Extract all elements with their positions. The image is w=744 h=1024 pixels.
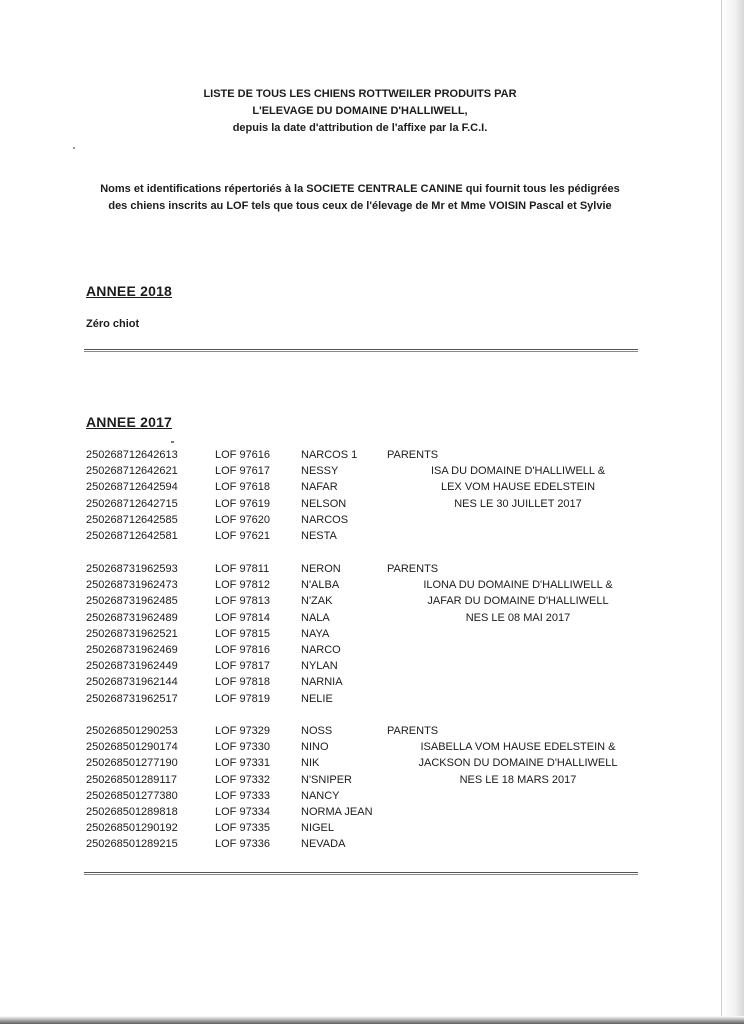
chip-number: 250268731962517 xyxy=(86,692,178,705)
parent-name: JAFAR DU DOMAINE D'HALLIWELL xyxy=(427,595,609,608)
dog-name: NARCOS xyxy=(301,513,349,526)
chip-number: 250268712642594 xyxy=(86,481,178,494)
intro-line: des chiens inscrits au LOF tels que tous ceux de l'élevage de Mr et Mme VOISIN Pascal et Sylvie xyxy=(108,200,612,212)
dog-row xyxy=(0,593,720,609)
lof-number: LOF 97816 xyxy=(215,643,271,656)
dog-row xyxy=(0,610,720,626)
lof-number: LOF 97620 xyxy=(215,513,271,526)
dog-row xyxy=(0,836,720,852)
dog-row xyxy=(0,479,720,495)
litter-block xyxy=(0,723,720,853)
dog-name: N'SNIPER xyxy=(301,773,352,786)
chip-number: 250268501289117 xyxy=(86,773,177,786)
lof-number: LOF 97617 xyxy=(215,465,271,478)
dog-row xyxy=(0,691,720,707)
chip-number: 250268731962469 xyxy=(86,643,178,656)
chip-number: 250268731962485 xyxy=(86,595,178,608)
lof-number: LOF 97616 xyxy=(215,449,271,461)
dog-row xyxy=(0,723,720,739)
chip-number: 250268731962473 xyxy=(86,579,178,592)
document-header xyxy=(0,86,720,137)
page-edge-shadow xyxy=(722,0,744,1024)
lof-number: LOF 97334 xyxy=(215,805,271,818)
parent-name: ISABELLA VOM HAUSE EDELSTEIN & xyxy=(420,741,616,754)
dog-row xyxy=(0,674,720,690)
chip-number: 250268712642715 xyxy=(86,497,178,510)
section-divider xyxy=(84,872,638,875)
dog-row xyxy=(0,804,720,820)
parent-name: LEX VOM HAUSE EDELSTEIN xyxy=(440,481,596,494)
lof-number: LOF 97812 xyxy=(215,579,271,592)
lof-number: LOF 97335 xyxy=(215,822,271,835)
lof-number: LOF 97336 xyxy=(215,838,271,851)
dog-name: NELIE xyxy=(301,692,333,705)
chip-number: 250268731962521 xyxy=(86,627,178,640)
lof-number: LOF 97331 xyxy=(215,757,271,770)
dog-row xyxy=(0,561,720,577)
year-heading-2018: ANNEE 2018 xyxy=(86,283,173,299)
lof-number: LOF 97618 xyxy=(215,481,271,494)
dog-row xyxy=(0,642,720,658)
dog-row xyxy=(0,577,720,593)
dog-name: NINO xyxy=(301,741,329,754)
parents-label: PARENTS xyxy=(387,725,439,737)
dog-name: NESSY xyxy=(301,465,339,478)
dog-row xyxy=(0,658,720,674)
dog-name: NERON xyxy=(301,563,341,575)
lof-number: LOF 97811 xyxy=(215,563,270,575)
chip-number: 250268501277190 xyxy=(86,757,178,770)
chip-number: 250268501290174 xyxy=(86,741,178,754)
birth-date: NES LE 30 JUILLET 2017 xyxy=(454,497,582,510)
dog-name: NOSS xyxy=(301,725,333,737)
dog-row xyxy=(0,512,720,528)
dog-name: NARCOS 1 xyxy=(301,449,358,461)
lof-number: LOF 97813 xyxy=(215,595,271,608)
chip-number: 250268731962449 xyxy=(86,660,178,673)
dog-name: NESTA xyxy=(301,529,337,542)
lof-number: LOF 97819 xyxy=(215,692,271,705)
dog-row xyxy=(0,739,720,755)
intro-line: Noms et identifications répertoriés à la SOCIETE CENTRALE CANINE qui fournit tous les pédigrées xyxy=(100,183,620,195)
dog-name: N'ALBA xyxy=(301,579,340,592)
chip-number: 250268501289215 xyxy=(86,838,178,851)
parents-label: PARENTS xyxy=(387,449,439,461)
chip-number: 250268501289818 xyxy=(86,805,178,818)
lof-number: LOF 97619 xyxy=(215,497,271,510)
litter-block xyxy=(0,561,720,707)
year-heading-2017: ANNEE 2017 xyxy=(86,414,173,430)
scan-speck xyxy=(171,441,174,443)
dog-row xyxy=(0,463,720,479)
chip-number: 250268712642585 xyxy=(86,513,178,526)
dog-row xyxy=(0,772,720,788)
dog-name: NANCY xyxy=(301,789,340,802)
parent-name: JACKSON DU DOMAINE D'HALLIWELL xyxy=(418,757,618,770)
dog-row xyxy=(0,496,720,512)
dog-row xyxy=(0,755,720,771)
lof-number: LOF 97330 xyxy=(215,741,271,754)
birth-date: NES LE 08 MAI 2017 xyxy=(465,611,571,624)
lof-number: LOF 97815 xyxy=(215,627,271,640)
dog-row xyxy=(0,447,720,463)
scan-speck xyxy=(73,147,75,149)
dog-name: NELSON xyxy=(301,497,347,510)
header-line: L'ELEVAGE DU DOMAINE D'HALLIWELL, xyxy=(252,105,468,117)
lof-number: LOF 97329 xyxy=(215,725,271,737)
lof-number: LOF 97818 xyxy=(215,676,271,689)
dog-name: NORMA JEAN xyxy=(301,805,373,818)
chip-number: 250268501277380 xyxy=(86,789,178,802)
dog-name: N'ZAK xyxy=(301,595,333,608)
birth-date: NES LE 18 MARS 2017 xyxy=(459,773,577,786)
chip-number: 250268712642581 xyxy=(86,529,178,542)
chip-number: 250268731962593 xyxy=(86,563,178,575)
dog-name: NEVADA xyxy=(301,838,346,851)
lof-number: LOF 97332 xyxy=(215,773,271,786)
chip-number: 250268712642621 xyxy=(86,465,178,478)
parent-name: ILONA DU DOMAINE D'HALLIWELL & xyxy=(423,579,613,592)
dog-row xyxy=(0,820,720,836)
parent-name: ISA DU DOMAINE D'HALLIWELL & xyxy=(430,465,606,478)
header-line: LISTE DE TOUS LES CHIENS ROTTWEILER PRODUITS PAR xyxy=(203,88,517,100)
dog-name: NALA xyxy=(301,611,330,624)
dog-name: NARCO xyxy=(301,643,341,656)
dog-row xyxy=(0,528,720,544)
lof-number: LOF 97814 xyxy=(215,611,271,624)
year-note-2018: Zéro chiot xyxy=(86,318,140,330)
chip-number: 250268712642613 xyxy=(86,449,178,461)
dog-name: NAFAR xyxy=(301,481,338,494)
chip-number: 250268501290192 xyxy=(86,822,178,835)
litter-block xyxy=(0,447,720,544)
chip-number: 250268501290253 xyxy=(86,725,178,737)
dog-name: NYLAN xyxy=(301,660,338,673)
section-divider xyxy=(84,349,638,352)
lof-number: LOF 97817 xyxy=(215,660,271,673)
lof-number: LOF 97333 xyxy=(215,789,271,802)
page-bottom-edge xyxy=(0,1016,744,1024)
dog-row xyxy=(0,788,720,804)
dog-name: NIGEL xyxy=(301,822,335,835)
dog-name: NARNIA xyxy=(301,676,343,689)
chip-number: 250268731962144 xyxy=(86,676,178,689)
chip-number: 250268731962489 xyxy=(86,611,178,624)
header-line: depuis la date d'attribution de l'affixe par la F.C.I. xyxy=(232,122,488,134)
lof-number: LOF 97621 xyxy=(215,529,271,542)
dog-name: NAYA xyxy=(301,627,330,640)
intro-paragraph xyxy=(0,181,720,215)
dog-row xyxy=(0,626,720,642)
dog-name: NIK xyxy=(301,757,320,770)
parents-label: PARENTS xyxy=(387,563,439,575)
